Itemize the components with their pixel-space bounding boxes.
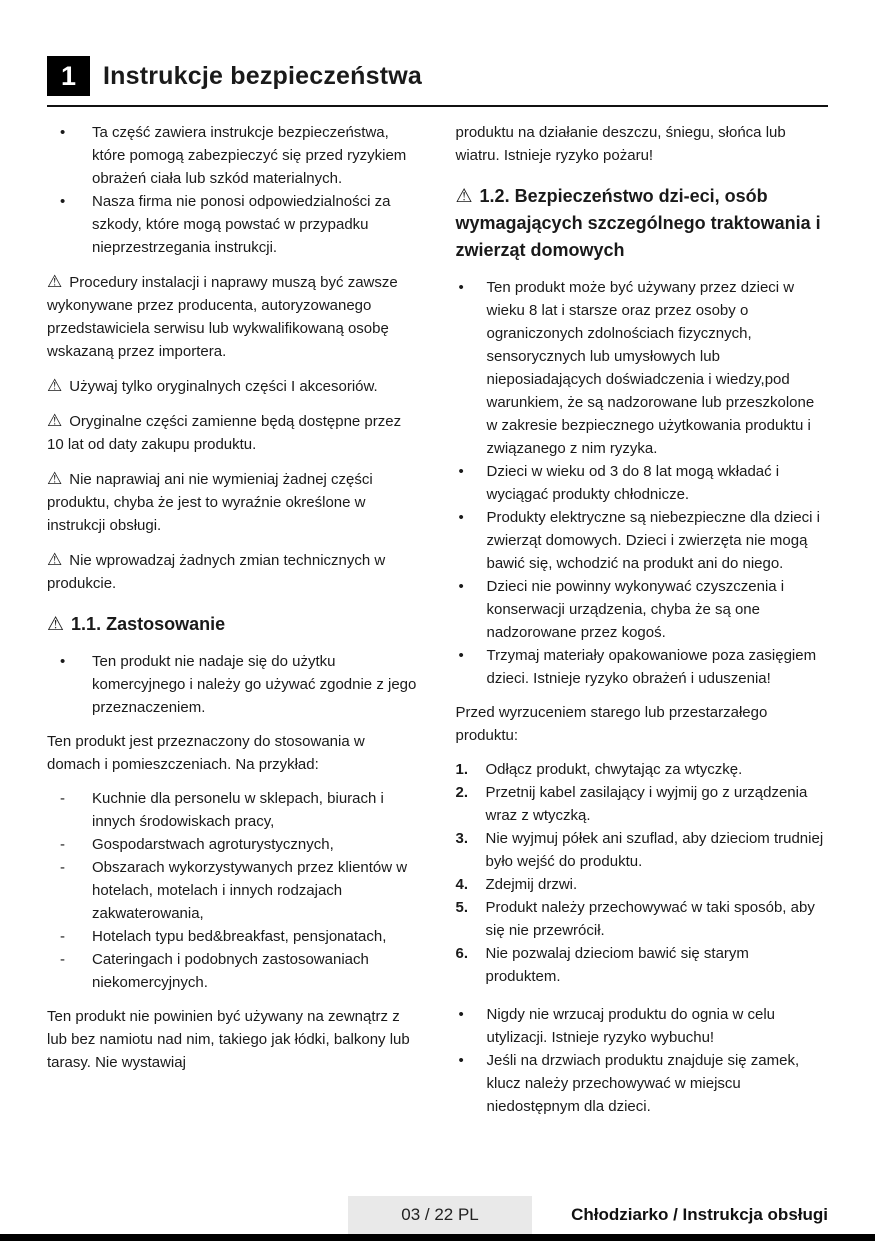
item-number: 1. xyxy=(455,761,469,778)
page-number-badge xyxy=(348,1196,532,1234)
list-item-text: Ten produkt może być używany przez dzieci w wieku 8 lat i starsze oraz przez osoby o ograniczonych zdolnościach fizycznych, sensorycznych lub umysłowych lub nieposiadających doświadczenia i wiedzy,pod warunkiem, że są nadzorowane lub przeszkolone w zakresie bezpiecznego użytkowania produktu i związanego z nim ryzyka. xyxy=(486,279,815,457)
warning-paragraph xyxy=(47,374,420,398)
left-column xyxy=(47,121,420,1129)
warning-text: Nie wprowadzaj żadnych zmian technicznych w produkcie. xyxy=(47,552,386,592)
warning-icon: ⚠ xyxy=(47,469,63,488)
page-title: Instrukcje bezpieczeństwa xyxy=(103,61,423,90)
section-heading-text: 1.1. Zastosowanie xyxy=(71,614,226,634)
list-item-text: Hotelach typu bed&breakfast, pensjonatach, xyxy=(92,928,387,945)
bullet-icon: • xyxy=(60,193,66,210)
dash-icon: - xyxy=(60,790,65,807)
section-heading-1-1 xyxy=(47,611,420,638)
dash-icon: - xyxy=(60,951,65,968)
list-item-text: Dzieci w wieku od 3 do 8 lat mogą wkładać i wyciągać produkty chłodnicze. xyxy=(486,463,780,503)
bullet-icon: • xyxy=(60,124,66,141)
list-item-text: Produkt należy przechowywać w taki sposób, aby się nie przewrócił. xyxy=(485,899,815,939)
warning-text: Procedury instalacji i naprawy muszą być zawsze wykonywane przez producenta, autoryzowanego przedstawiciela serwisu lub wykwalifikowaną osobę wskazaną przez importera. xyxy=(47,274,398,360)
disposal-numbered-list xyxy=(456,758,829,988)
list-item-text: Gospodarstwach agroturystycznych, xyxy=(92,836,334,853)
chapter-number-badge xyxy=(47,56,90,96)
content-columns xyxy=(47,121,828,1129)
warning-paragraph xyxy=(47,270,420,363)
page-number: 03 / 22 PL xyxy=(401,1205,479,1224)
paragraph: Ten produkt jest przeznaczony do stosowania w domach i pomieszczeniach. Na przykład: xyxy=(47,733,365,773)
dash-icon: - xyxy=(60,836,65,853)
right-column xyxy=(456,121,829,1129)
list-item xyxy=(456,460,829,506)
document-title: Chłodziarko / Instrukcja obsługi xyxy=(571,1205,828,1224)
numbered-item xyxy=(456,827,829,873)
list-item-text: Produkty elektryczne są niebezpieczne dla dzieci i zwierząt domowych. Dzieci i zwierzęta nie mogą bawić się, wchodzić na produkt ani do niego. xyxy=(486,509,821,572)
dash-list xyxy=(47,787,420,994)
warning-paragraph xyxy=(47,409,420,456)
bullet-icon: • xyxy=(458,578,464,595)
list-item xyxy=(47,787,420,833)
chapter-number: 1 xyxy=(60,60,77,91)
list-item-text: Zdejmij drzwi. xyxy=(485,876,578,893)
section-heading-text: 1.2. Bezpieczeństwo dzi-eci, osób wymagających szczególnego traktowania i zwierząt domowych xyxy=(455,186,821,260)
item-number: 6. xyxy=(455,945,469,962)
bullet-icon: • xyxy=(458,279,464,296)
list-item-text: Ta część zawiera instrukcje bezpieczeństwa, które pomogą zabezpieczyć się przed ryzykiem obrażeń ciała lub szkód materialnych. xyxy=(92,124,407,187)
paragraph: produktu na działanie deszczu, śniegu, słońca lub wiatru. Istnieje ryzyko pożaru! xyxy=(455,124,786,164)
bullet-icon: • xyxy=(458,509,464,526)
list-item-text: Nie pozwalaj dzieciom bawić się starym produktem. xyxy=(485,945,749,985)
list-item-text: Obszarach wykorzystywanych przez klientów w hotelach, motelach i innych rodzajach zakwaterowania, xyxy=(92,859,408,922)
list-item-text: Przetnij kabel zasilający i wyjmij go z urządzenia wraz z wtyczką. xyxy=(485,784,808,824)
usage-bullet-list xyxy=(47,650,420,719)
bullet-icon: • xyxy=(60,653,66,670)
list-item xyxy=(47,121,420,190)
section-heading-1-2 xyxy=(456,183,829,264)
warning-icon: ⚠ xyxy=(47,411,63,430)
numbered-item xyxy=(456,896,829,942)
list-item xyxy=(47,190,420,259)
final-bullet-list xyxy=(456,1003,829,1118)
list-item xyxy=(47,833,420,856)
paragraph: Przed wyrzuceniem starego lub przestarzałego produktu: xyxy=(455,704,768,744)
list-item-text: Cateringach i podobnych zastosowaniach niekomercyjnych. xyxy=(92,951,369,991)
list-item-text: Nie wyjmuj półek ani szuflad, aby dzieciom trudniej było wejść do produktu. xyxy=(485,830,824,870)
list-item-text: Jeśli na drzwiach produktu znajduje się zamek, klucz należy przechowywać w miejscu niedostępnym dla dzieci. xyxy=(486,1052,800,1115)
list-item xyxy=(456,1049,829,1118)
list-item-text: Odłącz produkt, chwytając za wtyczkę. xyxy=(485,761,743,778)
bullet-icon: • xyxy=(458,463,464,480)
dash-icon: - xyxy=(60,859,65,876)
bullet-icon: • xyxy=(458,647,464,664)
warning-icon: ⚠ xyxy=(47,614,65,635)
list-item-text: Trzymaj materiały opakowaniowe poza zasięgiem dzieci. Istnieje ryzyko obrażeń i uduszenia! xyxy=(486,647,817,687)
list-item-text: Nasza firma nie ponosi odpowiedzialności za szkody, które mogą powstać w przypadku nieprzestrzegania instrukcji. xyxy=(92,193,391,256)
page-footer xyxy=(0,1196,875,1234)
intro-bullet-list xyxy=(47,121,420,259)
item-number: 2. xyxy=(455,784,469,801)
section-header xyxy=(47,0,828,96)
bullet-icon: • xyxy=(458,1006,464,1023)
safety-bullet-list xyxy=(456,276,829,690)
bottom-bar xyxy=(0,1234,875,1241)
list-item xyxy=(47,948,420,994)
warning-icon: ⚠ xyxy=(47,272,63,291)
list-item-text: Kuchnie dla personelu w sklepach, biurach i innych środowiskach pracy, xyxy=(92,790,384,830)
warning-icon: ⚠ xyxy=(47,376,63,395)
warning-paragraph xyxy=(47,548,420,595)
warning-paragraph xyxy=(47,467,420,537)
bullet-icon: • xyxy=(458,1052,464,1069)
numbered-item xyxy=(456,873,829,896)
warning-icon: ⚠ xyxy=(455,186,473,207)
list-item xyxy=(47,650,420,719)
list-item xyxy=(47,856,420,925)
list-item xyxy=(456,1003,829,1049)
warning-text: Nie naprawiaj ani nie wymieniaj żadnej części produktu, chyba że jest to wyraźnie określone w instrukcji obsługi. xyxy=(47,471,373,534)
list-item xyxy=(456,644,829,690)
title-rule xyxy=(47,105,828,107)
list-item-text: Nigdy nie wrzucaj produktu do ognia w celu utylizacji. Istnieje ryzyko wybuchu! xyxy=(486,1006,775,1046)
warning-icon: ⚠ xyxy=(47,550,63,569)
item-number: 5. xyxy=(455,899,469,916)
list-item xyxy=(456,276,829,460)
numbered-item xyxy=(456,758,829,781)
numbered-item xyxy=(456,942,829,988)
item-number: 4. xyxy=(455,876,469,893)
list-item xyxy=(456,506,829,575)
paragraph: Ten produkt nie powinien być używany na zewnątrz z lub bez namiotu nad nim, takiego jak łódki, balkony lub tarasy. Nie wystawiaj xyxy=(47,1008,410,1071)
list-item xyxy=(47,925,420,948)
item-number: 3. xyxy=(455,830,469,847)
list-item-text: Dzieci nie powinny wykonywać czyszczenia i konserwacji urządzenia, chyba że są one nadzorowane przez kogoś. xyxy=(486,578,785,641)
numbered-item xyxy=(456,781,829,827)
dash-icon: - xyxy=(60,928,65,945)
list-item xyxy=(456,575,829,644)
list-item-text: Ten produkt nie nadaje się do użytku komercyjnego i należy go używać zgodnie z jego przeznaczeniem. xyxy=(92,653,417,716)
warning-text: Oryginalne części zamienne będą dostępne przez 10 lat od daty zakupu produktu. xyxy=(47,413,402,453)
warning-text: Używaj tylko oryginalnych części I akcesoriów. xyxy=(69,378,378,395)
